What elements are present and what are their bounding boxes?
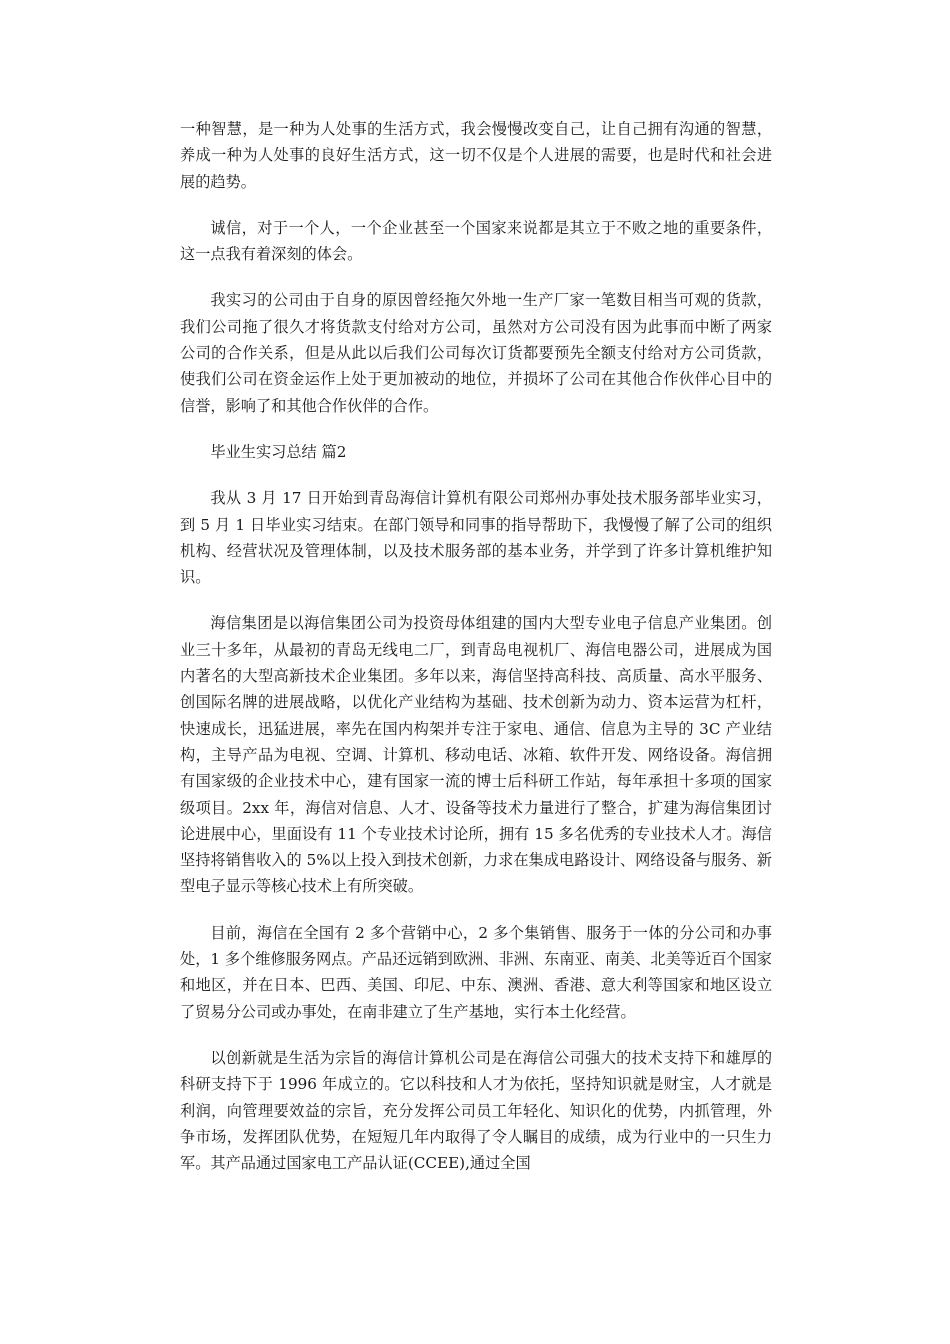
paragraph-integrity: 诚信，对于一个人，一个企业甚至一个国家来说都是其立于不败之地的重要条件，这一点我有着深刻的体会。 — [180, 218, 772, 264]
paragraph-sales-network: 目前，海信在全国有 2 多个营销中心，2 多个集销售、服务于一体的分公司和办事处，1 多个维修服务网点。产品还远销到欧洲、非洲、东南亚、南美、北美等近百个国家和地区，并在日本、巴西、美国、印尼、中东、澳洲、香港、意大利等国家和地区设立了贸易分公司或办事处，在南非建立了生产基地，实行本土化经营。 — [180, 923, 772, 1021]
paragraph-internship-intro: 我从 3 月 17 日开始到青岛海信计算机有限公司郑州办事处技术服务部毕业实习，到 5 月 1 日毕业实习结束。在部门领导和同事的指导帮助下，我慢慢了解了公司的组织机构、经营状况及管理体制，以及技术服务部的基本业务，并学到了许多计算机维护知识。 — [180, 489, 772, 587]
document-body — [180, 116, 772, 1196]
paragraph-payment-story: 我实习的公司由于自身的原因曾经拖欠外地一生产厂家一笔数目相当可观的货款，我们公司拖了很久才将货款支付给对方公司，虽然对方公司没有因为此事而中断了两家公司的合作关系，但是从此以后我们公司每次订货都要预先全额支付给对方公司货款，使我们公司在资金运作上处于更加被动的地位，并损坏了公司在其他合作伙伴心目中的信誉，影响了和其他合作伙伴的合作。 — [180, 291, 772, 415]
section-heading: 毕业生实习总结 篇2 — [210, 442, 347, 461]
paragraph-wisdom: 一种智慧，是一种为人处事的生活方式，我会慢慢改变自己，让自己拥有沟通的智慧，养成一种为人处事的良好生活方式，这一切不仅是个人进展的需要，也是时代和社会进展的趋势。 — [180, 120, 772, 191]
paragraph-hisense-group: 海信集团是以海信集团公司为投资母体组建的国内大型专业电子信息产业集团。创业三十多年，从最初的青岛无线电二厂，到青岛电视机厂、海信电器公司，进展成为国内著名的大型高新技术企业集团。多年以来，海信坚持高科技、高质量、高水平服务、创国际名牌的进展战略，以优化产业结构为基础、技术创新为动力、资本运营为杠杆，快速成长，迅猛进展，率先在国内构架并专注于家电、通信、信息为主导的 3C 产业结构，主导产品为电视、空调、计算机、移动电话、冰箱、软件开发、网络设备。海信拥有国家级的企业技术中心，建有国家一流的博士后科研工作站，每年承担十多项的国家级项目。2xx 年，海信对信息、人才、设备等技术力量进行了整合，扩建为海信集团讨论进展中心，里面设有 11 个专业技术讨论所，拥有 15 多名优秀的专业技术人才。海信坚持将销售收入的 5%以上投入到技术创新，力求在集成电路设计、网络设备与服务、新型电子显示等核心技术上有所突破。 — [180, 614, 772, 896]
paragraph-computer-company: 以创新就是生活为宗旨的海信计算机公司是在海信公司强大的技术支持下和雄厚的科研支持下于 1996 年成立的。它以科技和人才为依托，坚持知识就是财宝，人才就是利润，向管理要效益的宗旨，充分发挥公司员工年轻化、知识化的优势，内抓管理，外争市场，发挥团队优势，在短短几年内取得了令人瞩目的成绩，成为行业中的一只生力军。其产品通过国家电工产品认证(CCEE),通过全国 — [180, 1048, 772, 1173]
